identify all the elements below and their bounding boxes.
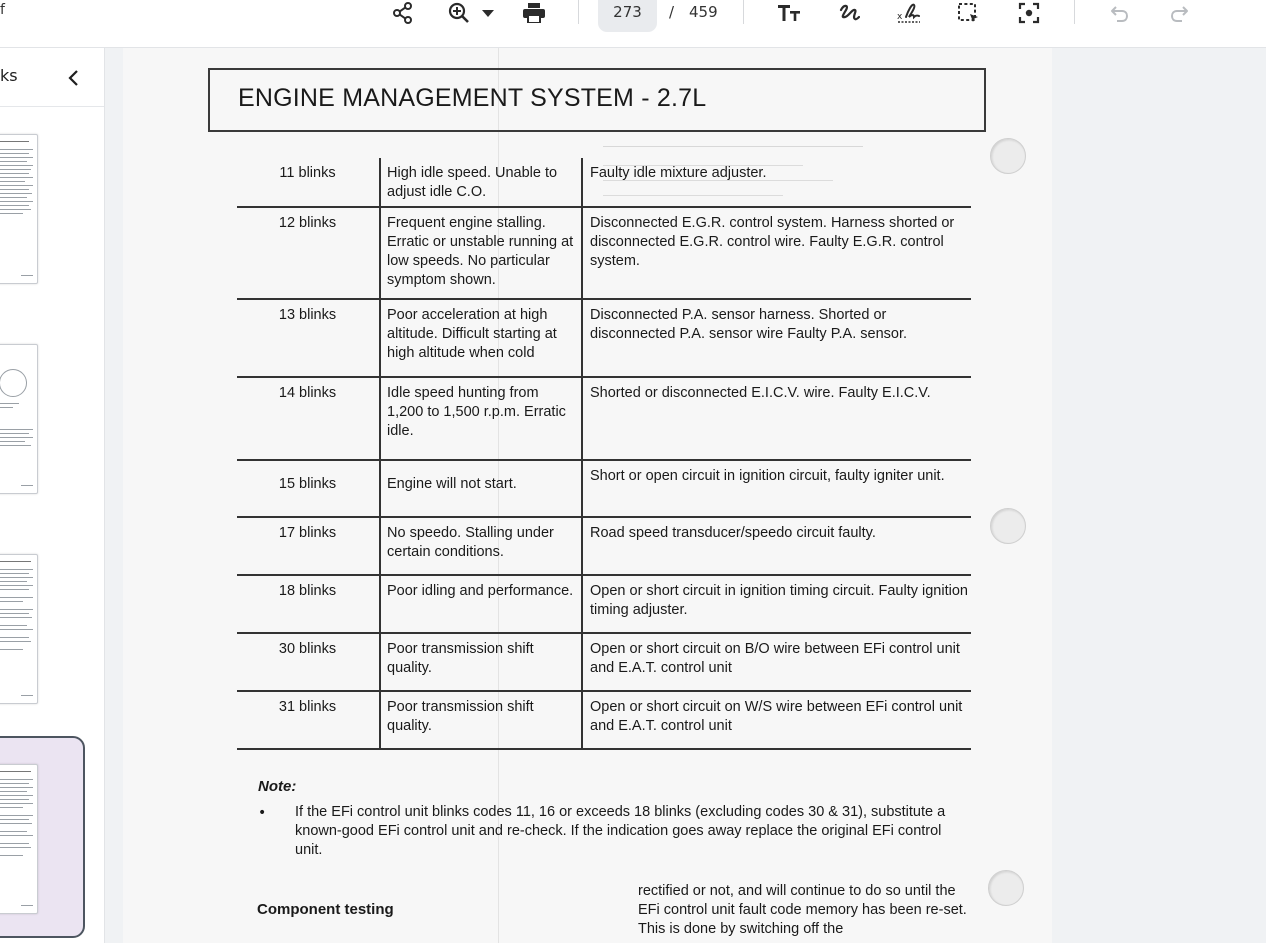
- capture-button[interactable]: [1018, 0, 1040, 26]
- possible-cause: Short or open circuit in ignition circuit, faulty igniter unit.: [590, 468, 945, 484]
- table-row: [237, 634, 971, 692]
- note-bullet: •: [258, 805, 267, 821]
- page-number-input[interactable]: [598, 0, 657, 32]
- possible-cause: Faulty idle mixture adjuster.: [590, 165, 767, 181]
- symptom: Poor transmission shift quality.: [387, 641, 534, 676]
- toolbar-divider: [578, 0, 579, 24]
- text-button[interactable]: [777, 0, 801, 26]
- thumbnails-sidebar: [0, 48, 105, 943]
- symptom: Poor acceleration at high altitude. Difficult starting at high altitude when cold: [387, 307, 557, 361]
- possible-cause: Open or short circuit in ignition timing circuit. Faulty ignition timing adjuster.: [590, 583, 968, 618]
- section-header-box: [208, 68, 986, 132]
- blink-code: 18 blinks: [278, 583, 337, 599]
- redo-icon: [1169, 3, 1189, 23]
- binder-hole: [988, 870, 1024, 906]
- blink-code: 13 blinks: [278, 307, 337, 323]
- document-viewer[interactable]: [105, 48, 1266, 943]
- page-separator: /: [669, 3, 675, 21]
- symptom: Engine will not start.: [387, 476, 517, 492]
- table-row: [237, 576, 971, 634]
- draw-icon: [838, 2, 860, 24]
- print-icon: [523, 3, 545, 23]
- select-area-icon: [957, 2, 979, 24]
- document-page: [123, 48, 1052, 943]
- blink-code: 31 blinks: [278, 699, 337, 715]
- toolbar-divider: [743, 0, 744, 24]
- possible-cause: Disconnected E.G.R. control system. Harness shorted or disconnected E.G.R. control wire. Faulty E.G.R. control system.: [590, 215, 955, 269]
- close-sidebar-button[interactable]: [64, 68, 84, 88]
- table-row: [237, 461, 971, 518]
- sidebar-divider: [0, 106, 104, 107]
- select-area-button[interactable]: [957, 0, 979, 26]
- possible-cause: Open or short circuit on B/O wire between EFi control unit and E.A.T. control unit: [590, 641, 960, 676]
- signature-button[interactable]: [896, 0, 922, 26]
- column-divider: [581, 158, 583, 748]
- zoom-options-button[interactable]: [479, 0, 497, 26]
- symptom: High idle speed. Unable to adjust idle C.O.: [387, 165, 558, 200]
- possible-cause: Disconnected P.A. sensor harness. Shorted or disconnected P.A. sensor wire Faulty P.A. sensor.: [590, 307, 908, 342]
- blink-code: 17 blinks: [278, 525, 337, 541]
- draw-button[interactable]: [838, 0, 860, 26]
- blink-code: 11 blinks: [279, 165, 336, 181]
- possible-cause: Road speed transducer/speedo circuit faulty.: [590, 525, 876, 541]
- page-total: 459: [689, 3, 718, 21]
- note-text: If the EFi control unit blinks codes 11, 16 or exceeds 18 blinks (excluding codes 30 & 31), substitute a known-good EFi control unit and re-check. If the indication goes away replace the original EFi control unit.: [295, 804, 946, 858]
- table-row: [237, 158, 971, 208]
- symptom: Idle speed hunting from 1,200 to 1,500 r.p.m. Erratic idle.: [387, 385, 566, 439]
- blink-code: 12 blinks: [278, 215, 337, 231]
- possible-cause: Shorted or disconnected E.I.C.V. wire. Faulty E.I.C.V.: [590, 385, 931, 401]
- symptom: Frequent engine stalling. Erratic or unstable running at low speeds. No particular symptom shown.: [387, 215, 574, 288]
- table-row: [237, 300, 971, 378]
- blink-code: 30 blinks: [278, 641, 337, 657]
- column-divider: [379, 158, 381, 748]
- blink-code: 15 blinks: [278, 476, 337, 492]
- undo-icon: [1110, 3, 1130, 23]
- table-row: [237, 378, 971, 461]
- chevron-left-icon: [64, 68, 84, 88]
- binder-hole: [990, 138, 1026, 174]
- table-row: [237, 518, 971, 576]
- page-thumbnail[interactable]: [0, 134, 38, 284]
- component-testing-heading: Component testing: [257, 901, 394, 918]
- share-icon: [393, 2, 413, 24]
- binder-hole: [990, 508, 1026, 544]
- zoom-in-icon: [448, 2, 470, 24]
- redo-button[interactable]: [1168, 0, 1190, 26]
- page-current: 273: [613, 3, 642, 21]
- page-thumbnail[interactable]: [0, 344, 38, 494]
- page-thumbnail[interactable]: [0, 554, 38, 704]
- share-button[interactable]: [392, 0, 414, 26]
- table-row: [237, 208, 971, 300]
- sidebar-title: ks: [0, 66, 18, 85]
- zoom-in-button[interactable]: [447, 0, 471, 26]
- symptom: Poor idling and performance.: [387, 583, 574, 599]
- text-size-icon: [777, 3, 801, 23]
- toolbar-title-fragment: f: [0, 2, 5, 18]
- toolbar-divider: [1074, 0, 1075, 24]
- undo-button[interactable]: [1109, 0, 1131, 26]
- print-button[interactable]: [522, 0, 546, 26]
- symptom: No speedo. Stalling under certain conditions.: [387, 525, 554, 560]
- possible-cause: Open or short circuit on W/S wire between EFi control unit and E.A.T. control unit: [590, 699, 963, 734]
- blink-code: 14 blinks: [278, 385, 337, 401]
- table-row: [237, 692, 971, 750]
- component-testing-text: rectified or not, and will continue to do so until the EFi control unit fault code memory has been re-set. This is done by switching off the: [638, 883, 967, 937]
- screenshot-icon: [1018, 2, 1040, 24]
- svg-text:x: x: [897, 12, 903, 22]
- page-thumbnail[interactable]: [0, 764, 38, 914]
- symptom: Poor transmission shift quality.: [387, 699, 534, 734]
- chevron-down-icon: [481, 8, 495, 18]
- toolbar: [0, 0, 1266, 48]
- signature-icon: [896, 1, 922, 25]
- note-heading: Note:: [258, 778, 297, 795]
- section-title: ENGINE MANAGEMENT SYSTEM - 2.7L: [238, 84, 707, 112]
